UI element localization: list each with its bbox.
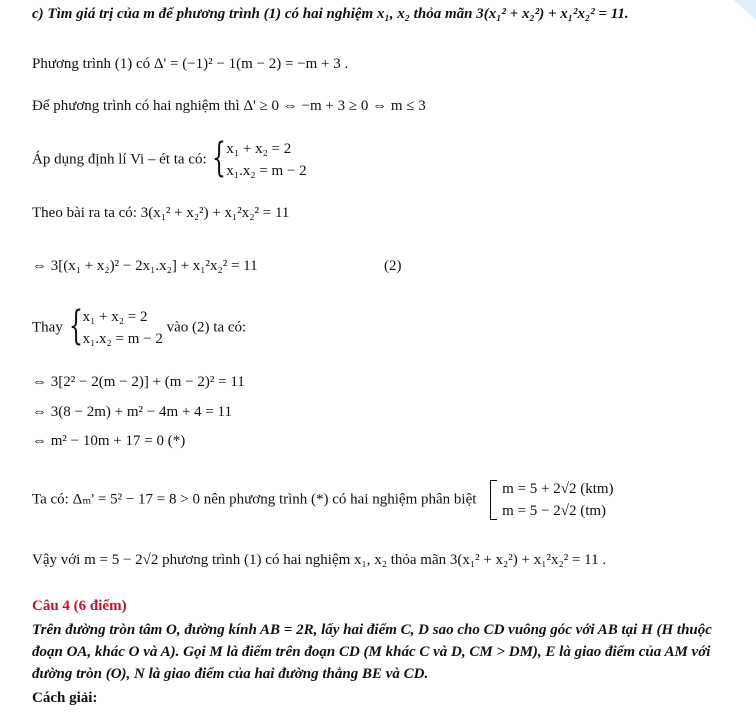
root-2: m = 5 − 2√2 (tm) (502, 503, 607, 519)
thay-suffix: vào (2) ta có: (166, 319, 247, 336)
vieta-system (212, 135, 307, 182)
theo-bai-line: Theo bài ra ta có: 3(x₁² + x₂²) + x₁²x₂² = 11 (32, 205, 290, 221)
cau4-title: Câu 4 (6 điểm) (32, 598, 127, 614)
step-3: ⇔ m² − 10m + 17 = 0 (*) (32, 433, 186, 449)
condition-line: Để phương trình có hai nghiệm thì Δ' ≥ 0 ⇔ −m + 3 ≥ 0 ⇔ m ≤ 3 (32, 98, 426, 114)
roots-system (488, 478, 613, 522)
step-1: ⇔ 3[2² − 2(m − 2)] + (m − 2)² = 11 (32, 374, 245, 390)
cau4-body: Trên đường tròn tâm O, đường kính AB = 2R, lấy hai điểm C, D sao cho CD vuông góc với AB tại H (H thuộc đoạn OA, khác O và A). Gọi M là điểm trên đoạn CD (M khác C và D, CM > DM), E là giao điểm của AM với đường tròn (O), N là giao điểm của hai đường thẳng BE và CD. (32, 622, 712, 682)
brace-icon: { (68, 303, 83, 349)
thay-sum: x₁ + x₂ = 2 (82, 309, 148, 325)
cach-giai: Cách giải: (32, 690, 98, 706)
taco-text: Ta có: Δₘ' = 5² − 17 = 8 > 0 nên phương trình (*) có hai nghiệm phân biệt (32, 491, 477, 508)
brace-icon: { (212, 135, 227, 181)
conclusion-line: Vậy với m = 5 − 2√2 phương trình (1) có hai nghiệm x₁, x₂ thỏa mãn 3(x₁² + x₂²) + x₁²x₂² = 11 . (32, 552, 607, 568)
thay-product: x₁.x₂ = m − 2 (82, 331, 163, 347)
taco-line (32, 478, 614, 522)
equation-label: (2) (384, 258, 402, 274)
thay-prefix: Thay (32, 319, 63, 336)
vieta-intro: Áp dụng định lí Vi – ét ta có: (32, 151, 207, 168)
thay-line (32, 303, 247, 350)
vieta-line (32, 135, 307, 182)
vieta-sum: x₁ + x₂ = 2 (226, 141, 292, 157)
transform-line: ⇔ 3[(x₁ + x₂)² − 2x₁.x₂] + x₁²x₂² = 11 (32, 258, 258, 274)
question-c: c) Tìm giá trị của m để phương trình (1) có hai nghiệm x₁, x₂ thỏa mãn 3(x₁² + x₂²) + x₁²x₂² = 11. (32, 6, 629, 22)
step-2: ⇔ 3(8 − 2m) + m² − 4m + 4 = 11 (32, 404, 232, 420)
delta-line: Phương trình (1) có Δ' = (−1)² − 1(m − 2) = −m + 3 . (32, 56, 349, 72)
corner-decoration (716, 0, 756, 20)
thay-system (68, 303, 163, 350)
vieta-product: x₁.x₂ = m − 2 (226, 163, 307, 179)
root-1: m = 5 + 2√2 (ktm) (502, 481, 614, 497)
bracket-icon (490, 480, 497, 520)
